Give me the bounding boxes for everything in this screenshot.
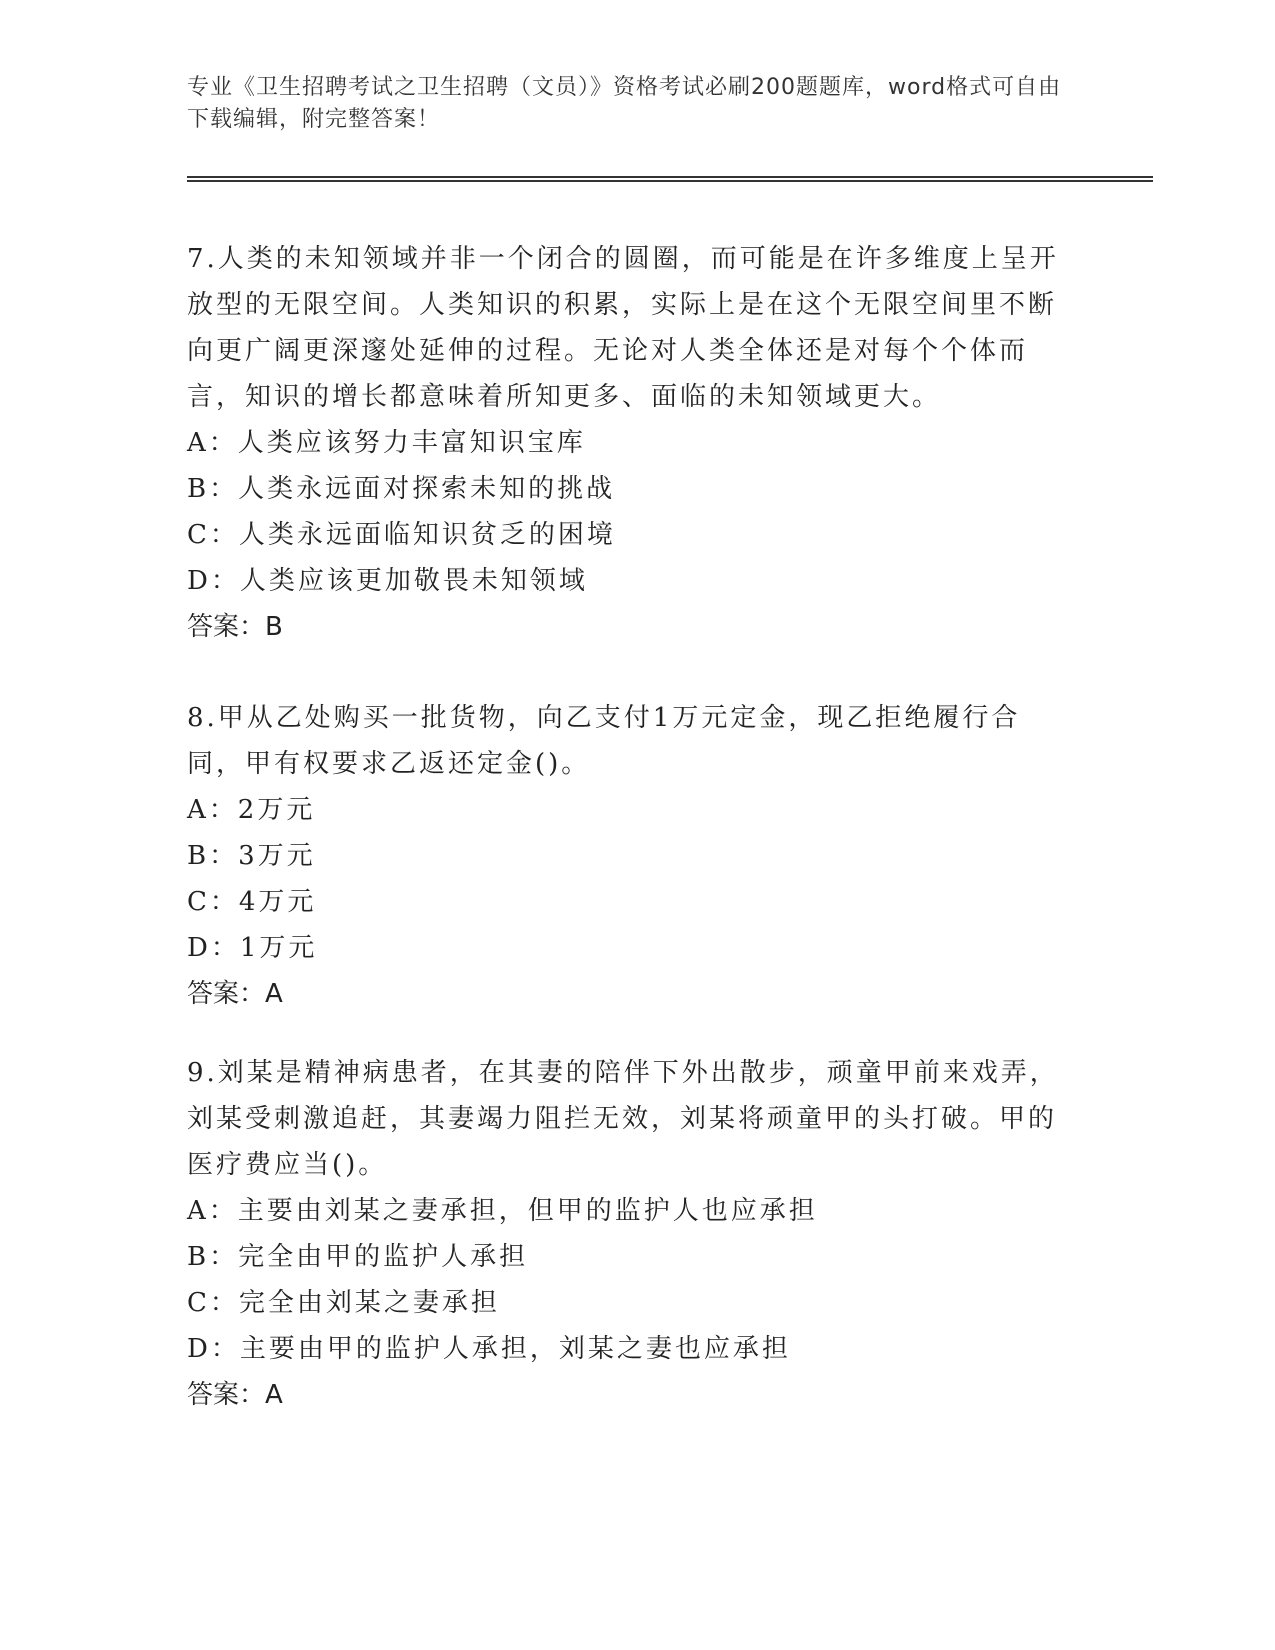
question-stem: 7.人类的未知领域并非一个闭合的圆圈，而可能是在许多维度上呈开放型的无限空间。人类知识的积累，实际上是在这个无限空间里不断向更广阔更深邃处延伸的过程。无论对人类全体还是对每个个体而言，知识的增长都意味着所知更多、面临的未知领域更大。 xyxy=(187,244,1059,412)
answer-line: 答案：A xyxy=(187,979,283,1009)
question-stem: 8.甲从乙处购买一批货物，向乙支付1万元定金，现乙拒绝履行合同，甲有权要求乙返还定金()。 xyxy=(187,703,1021,779)
document-header: 专业《卫生招聘考试之卫生招聘（文员）》资格考试必刷200题题库，word格式可自由下载编辑，附完整答案！ xyxy=(187,75,1062,132)
option-c: C：4万元 xyxy=(187,887,317,917)
option-b: B：完全由甲的监护人承担 xyxy=(187,1242,529,1272)
option-a: A：主要由刘某之妻承担，但甲的监护人也应承担 xyxy=(187,1196,818,1226)
option-b: B：3万元 xyxy=(187,841,316,871)
question-8 xyxy=(187,695,1067,1017)
option-a: A：2万元 xyxy=(187,795,316,825)
option-b: B：人类永远面对探索未知的挑战 xyxy=(187,474,616,504)
option-a: A：人类应该努力丰富知识宝库 xyxy=(187,428,586,458)
option-c: C：完全由刘某之妻承担 xyxy=(187,1288,500,1318)
header-double-rule xyxy=(187,176,1153,182)
question-9 xyxy=(187,1050,1067,1418)
option-d: D：人类应该更加敬畏未知领域 xyxy=(187,566,588,596)
answer-line: 答案：A xyxy=(187,1380,283,1410)
question-7 xyxy=(187,236,1067,650)
option-d: D：1万元 xyxy=(187,933,318,963)
option-c: C：人类永远面临知识贫乏的困境 xyxy=(187,520,616,550)
answer-line: 答案：B xyxy=(187,612,283,642)
option-d: D：主要由甲的监护人承担，刘某之妻也应承担 xyxy=(187,1334,791,1364)
question-stem: 9.刘某是精神病患者，在其妻的陪伴下外出散步，顽童甲前来戏弄，刘某受刺激追赶，其妻竭力阻拦无效，刘某将顽童甲的头打破。甲的医疗费应当()。 xyxy=(187,1058,1059,1180)
